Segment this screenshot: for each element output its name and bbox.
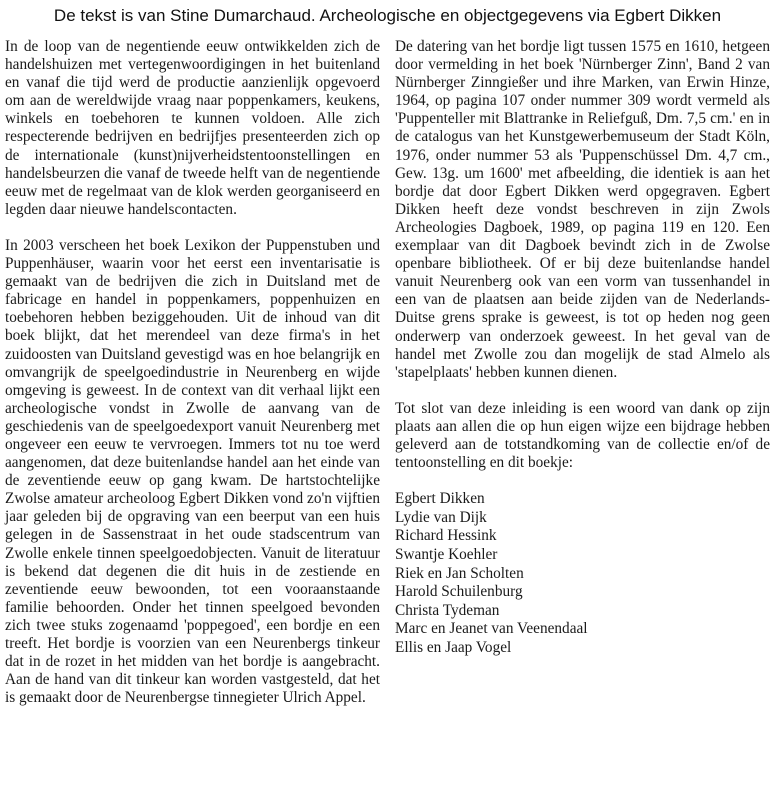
list-item: Lydie van Dijk [395,508,487,526]
list-item: Marc en Jeanet van Veenendaal [395,620,588,638]
paragraph-lexikon: In 2003 verscheen het boek Lexikon der Puppenstuben und Puppenhäuser, waarin voor het eerst een inventarisatie is gemaakt van de bedrijven die zich in Duitsland met de fabricage en handel in poppenkamers, poppenhuizen en toebehoren hebben beziggehouden. Uit de inhoud van dit boek blijkt, dat het merendeel van deze firma's in het zuidoosten van Duitsland gevestigd was en hoe belangrijk en omvangrijk de speelgoedindustrie in Neurenberg en wijde omgeving is geweest. In de context van dit verhaal lijkt een archeologische vondst in Zwolle de aanvang van de geschiedenis van de speelgoedexport vanuit Neurenberg met ongeveer een eeuw te vervroegen. Immers tot nu toe werd aangenomen, dat deze buitenlandse handel aan het einde van de zeventiende eeuw op gang kwam. De hartstochtelijke Zwolse amateur archeoloog Egbert Dikken vond zo'n vijftien jaar geleden bij de opgraving van een beerput van een huis gelegen in de Sassenstraat in het oude stadscentrum van Zwolle enkele tinnen speelgoedobjecten. Vanuit de literatuur is bekend dat degenen die dit huis in de zestiende en zeventiende eeuw bewoonden, tot een vooraanstaande familie behoorden. Onder het tinnen speelgoed bevonden zich twee stuks zogenaamd 'poppegoed', een bordje en een treeft. Het bordje is voorzien van een Neurenbergs tinkeur dat in de rozet in het midden van het bordje is aangebracht. Aan de hand van dit tinkeur kan worden vastgesteld, dat het is gemaakt door de Neurenbergse tinnegieter Ulrich Appel. [5,236,380,707]
list-item: Richard Hessink [395,527,497,545]
list-item: Swantje Koehler [395,545,498,563]
list-item: Harold Schuilenburg [395,583,523,601]
page-heading: De tekst is van Stine Dumarchaud. Archeologische en objectgegevens via Egbert Dikken [53,6,722,25]
paragraph-dankwoord: Tot slot van deze inleiding is een woord van dank op zijn plaats aan allen die op hun eigen wijze een bijdrage hebben geleverd aan de totstandkoming van de collectie en/of de tentoonstelling en dit boekje: [395,399,770,472]
paragraph-datering: De datering van het bordje ligt tussen 1575 en 1610, hetgeen door vermelding in het boek 'Nürnberger Zinn', Band 2 van Nürnberger Zinngießer und ihre Marken, van Erwin Hinze, 1964, op pagina 107 onder nummer 309 wordt vermeld als 'Puppenteller mit Blattranke in Reliefguß, Dm. 7,5 cm.' en in de catalogus van het Kunstgewerbemuseum der Stadt Köln, 1976, onder nummer 53 als 'Puppenschüssel Dm. 4,7 cm., Gew. 13g. um 1600' met afbeelding, die identiek is aan het bordje dat door Egbert Dikken werd opgegraven. Egbert Dikken heeft deze vondst beschreven in zijn Zwols Archeologies Dagboek, 1989, op pagina 119 en 120. Een exemplaar van dit Dagboek bevindt zich in de Zwolse openbare bibliotheek. Of er bij deze buitenlandse handel vanuit Neurenberg ook van een vorm van tussenhandel in een van de plaatsen aan beide zijden van de Nederlands-Duitse grens sprake is geweest, is tot op heden nog geen onderwerp van onderzoek geweest. In het geval van de handel met Zwolle zou dan mogelijk de stad Almelo als 'stapelplaats' hebben kunnen dienen. [395,38,770,381]
paragraph-intro: In de loop van de negentiende eeuw ontwikkelden zich de handelshuizen met vertegenwoordigingen in het buitenland en vanaf die tijd werd de productie aanzienlijk opgevoerd om aan de wereldwijde vraag naar poppenkamers, keukens, winkels en toebehoren te kunnen voldoen. Alle zich respecterende bedrijven en bedrijfjes presenteerden zich op de internationale (kunst)nijverheidstentoonstellingen en handelsbeurzen die vanaf de tweede helft van de negentiende eeuw met de regelmaat van de klok werden georganiseerd en legden daar nieuwe handelscontacten. [5,38,380,218]
left-column [5,38,380,707]
list-item: Riek en Jan Scholten [395,564,524,582]
list-item: Christa Tydeman [395,601,500,619]
acknowledgement-list [395,490,770,657]
list-item: Ellis en Jaap Vogel [395,638,512,656]
right-column [395,38,770,658]
list-item: Egbert Dikken [395,490,485,508]
